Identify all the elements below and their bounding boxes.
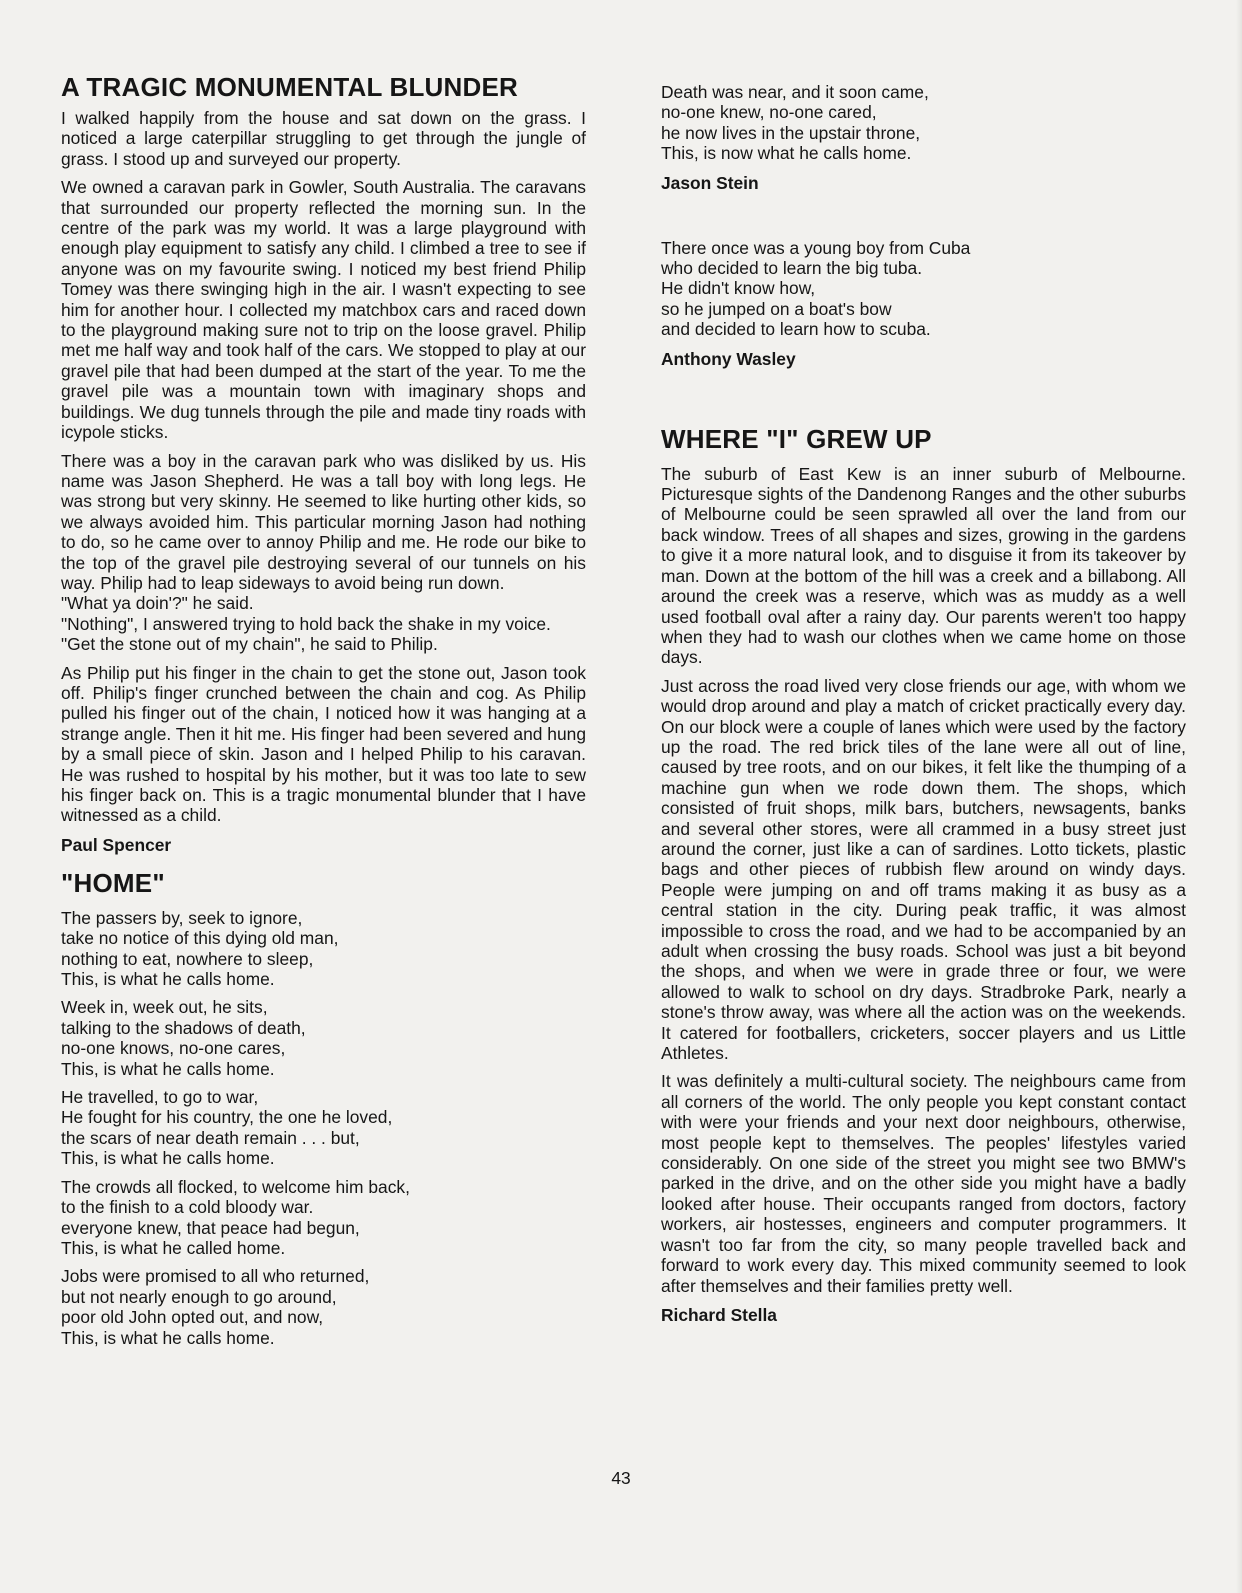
poem-author: Jason Stein <box>661 172 759 193</box>
poem-title: "HOME" <box>61 867 165 898</box>
limerick-author: Anthony Wasley <box>661 348 796 369</box>
story-dialogue: "What ya doin'?" he said. <box>61 593 254 614</box>
section-gap <box>661 204 1186 238</box>
poem-stanza: Jobs were promised to all who returned, but not nearly enough to go around, poor old John opted out, and now, This, is what he calls home. <box>61 1266 370 1348</box>
essay-paragraph: It was definitely a multi-cultural society. The neighbours came from all corners of the world. The only people you kept constant contact with were your friends and your next door neighbours, otherwise, most people kept to themselves. The peoples' lifestyles varied considerably. On one side of the street you might see two BMW's parked in the drive, and on the other side you might have a badly looked after house. Their occupants ranged from doctors, factory workers, air hostesses, engineers and computer programmers. It wasn't too far from the city, so many people travelled back and forward to work every day. This mixed community seemed to look after themselves and their families pretty well. <box>661 1071 1186 1296</box>
poem-stanza: Death was near, and it soon came, no-one knew, no-one cared, he now lives in the upstair throne, This, is now what he calls home. <box>661 82 929 164</box>
poem-body <box>61 908 586 1348</box>
poem-stanza: He travelled, to go to war, He fought for his country, the one he loved, the scars of near death remain . . . but, This, is what he calls home. <box>61 1087 393 1169</box>
story-paragraph: There was a boy in the caravan park who was disliked by us. His name was Jason Shepherd. He was a tall boy with long legs. He was strong but very skinny. He seemed to like hurting other kids, so we always avoided him. This particular morning Jason had nothing to do, so he came over to annoy Philip and me. He rode our bike to the top of the gravel pile destroying several of our tunnels on his way. Philip had to leap sideways to avoid being run down. <box>61 450 586 593</box>
section-gap <box>661 380 1186 424</box>
poem-stanza: The crowds all flocked, to welcome him back, to the finish to a cold bloody war. everyone knew, that peace had begun, This, is what he called home. <box>61 1176 410 1258</box>
page-number: 43 <box>611 1468 631 1488</box>
story-title: A TRAGIC MONUMENTAL BLUNDER <box>61 72 518 102</box>
left-column <box>61 66 586 1356</box>
essay-author: Richard Stella <box>661 1304 777 1325</box>
essay-paragraph: The suburb of East Kew is an inner suburb of Melbourne. Picturesque sights of the Dandenong Ranges and the other suburbs of Melbourne could be seen sprawled all over the land from our back window. Trees of all shapes and sizes, growing in the gardens to give it a more natural look, and to disguise it from its takeover by man. Down at the bottom of the hill was a creek and a billabong. All around the creek was a reserve, which was as muddy as a well used football oval after a rainy day. Our parents weren't too happy when they had to wash our clothes when we came home on those days. <box>661 463 1186 668</box>
story-author: Paul Spencer <box>61 834 172 855</box>
right-column <box>661 82 1186 1336</box>
limerick-text: There once was a young boy from Cuba who decided to learn the big tuba. He didn't know how, so he jumped on a boat's bow and decided to learn how to scuba. <box>661 237 971 340</box>
story-paragraph: I walked happily from the house and sat down on the grass. I noticed a large caterpillar struggling to get through the jungle of grass. I stood up and surveyed our property. <box>61 108 586 169</box>
poem-continuation <box>661 82 1186 164</box>
poem-stanza: The passers by, seek to ignore, take no notice of this dying old man, nothing to eat, nowhere to sleep, This, is what he calls home. <box>61 907 339 990</box>
story-dialogue: "Get the stone out of my chain", he said to Philip. <box>61 634 438 655</box>
limerick-body <box>661 238 1186 340</box>
story-paragraph: As Philip put his finger in the chain to get the stone out, Jason took off. Philip's finger crunched between the chain and cog. As Philip pulled his finger out of the chain, I noticed how it was hanging at a strange angle. Then it hit me. His finger had been severed and hung by a small piece of skin. Jason and I helped Philip to his caravan. He was rushed to hospital by his mother, but it was too late to sew his finger back on. This is a tragic monumental blunder that I have witnessed as a child. <box>61 662 586 826</box>
story-dialogue: "Nothing", I answered trying to hold back the shake in my voice. <box>61 613 551 634</box>
page-edge-shadow <box>1236 0 1242 1593</box>
essay-title: WHERE "I" GREW UP <box>661 423 932 454</box>
essay-paragraph: Just across the road lived very close friends our age, with whom we would drop around and play a match of cricket practically every day. On our block were a couple of lanes which were used by the factory up the road. The red brick tiles of the lane were all out of line, caused by tree roots, and on our bikes, it felt like the thumping of a machine gun when we rode down them. The shops, which consisted of fruit shops, milk bars, butchers, newsagents, banks and several other stores, were all crammed in a busy street just around the corner, just like a can of sardines. Lotto tickets, plastic bags and other pieces of rubbish flew around on windy days. People were jumping on and off trams making it as busy as a central station in the city. During peak traffic, it was almost impossible to cross the road, and we had to be accompanied by an adult when crossing the busy roads. School was just a bit beyond the shops, and when we were in grade three or four, we were allowed to walk to school on dry days. Stradbroke Park, nearly a stone's throw away, was where all the action was on the weekends. It catered for footballers, cricketers, soccer players and us Little Athletes. <box>661 675 1186 1064</box>
poem-stanza: Week in, week out, he sits, talking to the shadows of death, no-one knows, no-one cares, This, is what he calls home. <box>61 997 306 1079</box>
story-paragraph: We owned a caravan park in Gowler, South Australia. The caravans that surrounded our property reflected the morning sun. In the centre of the park was my world. It was a large playground with enough play equipment to satisfy any child. I climbed a tree to see if anyone was on my favourite swing. I noticed my best friend Philip Tomey was there swinging high in the air. I wasn't expecting to see him for another hour. I collected my matchbox cars and raced down to the playground making sure not to trip on the loose gravel. Philip met me half way and took half of the cars. We stopped to play at our gravel pile that had been dumped at the start of the year. To me the gravel pile was a mountain town with imaginary shops and buildings. We dug tunnels through the pile and made tiny roads with icypole sticks. <box>61 177 586 443</box>
